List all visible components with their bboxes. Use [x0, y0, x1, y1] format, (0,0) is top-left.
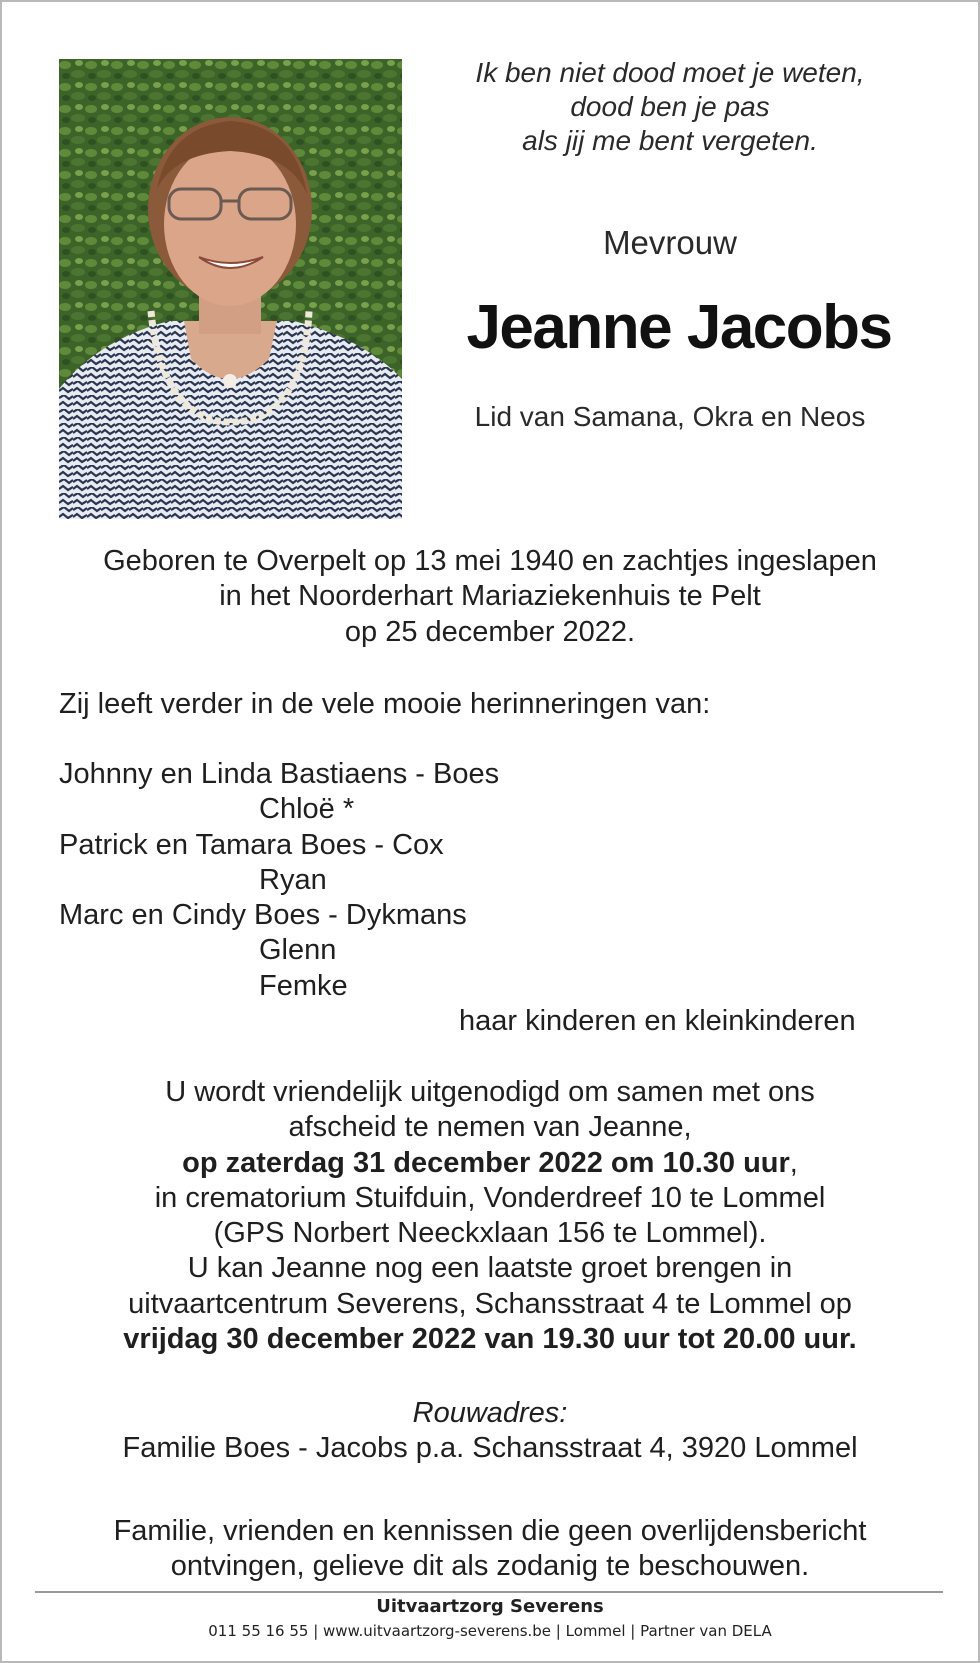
verse-line: dood ben je pas: [570, 91, 770, 122]
family-signature: haar kinderen en kleinkinderen: [459, 1005, 856, 1038]
ceremony-comma: ,: [789, 1146, 798, 1179]
birth-line: in het Noorderhart Mariaziekenhuis te Pelt: [219, 580, 761, 613]
invitation-line: U wordt vriendelijk uitgenodigd om samen met ons: [165, 1076, 815, 1108]
family-couple: Marc en Cindy Boes - Dykmans: [59, 899, 467, 932]
honorific-title: Mevrouw: [603, 224, 737, 261]
memorial-verse: [420, 56, 920, 158]
family-grandchild: Glenn: [259, 934, 337, 967]
portrait-photo: [59, 59, 402, 519]
birth-line: Geboren te Overpelt op 13 mei 1940 en zachtjes ingeslapen: [103, 545, 877, 577]
footer-divider: [35, 1591, 943, 1593]
family-grandchild: Ryan: [259, 863, 327, 896]
final-note-line: Familie, vrienden en kennissen die geen overlijdensbericht: [113, 1515, 867, 1547]
birth-death-info: [20, 544, 960, 650]
family-grandchild: Chloë *: [259, 793, 355, 826]
ceremony-date: op zaterdag 31 december 2022 om 10.30 uur: [182, 1146, 790, 1179]
birth-line: op 25 december 2022.: [344, 615, 636, 648]
funeral-invitation: [20, 1075, 960, 1357]
funeral-company-contact: 011 55 16 55 | www.uitvaartzorg-severens.be | Lommel | Partner van DELA: [208, 1622, 772, 1640]
funeral-company-name: Uitvaartzorg Severens: [376, 1596, 604, 1617]
invitation-line: in crematorium Stuifduin, Vonderdreef 10 te Lommel: [154, 1181, 826, 1214]
lives-on-text: Zij leeft verder in de vele mooie herinneringen van:: [59, 688, 711, 720]
verse-line: Ik ben niet dood moet je weten,: [475, 57, 865, 88]
mourning-address: [20, 1396, 960, 1467]
visitation-datetime: [20, 1322, 960, 1357]
deceased-name: Jeanne Jacobs: [466, 293, 892, 362]
rouwadres-address: Familie Boes - Jacobs p.a. Schansstraat 4, 3920 Lommel: [122, 1432, 858, 1465]
invitation-line: afscheid te nemen van Jeanne,: [288, 1111, 692, 1144]
visitation-date: vrijdag 30 december 2022 van 19.30 uur tot 20.00 uur.: [123, 1323, 857, 1356]
rouwadres-label: Rouwadres:: [412, 1397, 568, 1429]
invitation-line: (GPS Norbert Neeckxlaan 156 te Lommel).: [213, 1217, 767, 1250]
family-couple: Johnny en Linda Bastiaens - Boes: [59, 758, 500, 790]
family-grandchild: Femke: [259, 969, 348, 1002]
family-couple: Patrick en Tamara Boes - Cox: [59, 828, 444, 861]
final-note: [20, 1514, 960, 1585]
final-note-line: ontvingen, gelieve dit als zodanig te beschouwen.: [170, 1550, 810, 1583]
membership-line: Lid van Samana, Okra en Neos: [474, 401, 866, 432]
portrait-image: [59, 59, 402, 519]
invitation-line: U kan Jeanne nog een laatste groet brengen in: [187, 1252, 793, 1285]
ceremony-datetime: [20, 1146, 960, 1181]
family-list: [59, 757, 856, 1039]
verse-line: als jij me bent vergeten.: [522, 125, 818, 156]
invitation-line: uitvaartcentrum Severens, Schansstraat 4 te Lommel op: [128, 1287, 852, 1320]
